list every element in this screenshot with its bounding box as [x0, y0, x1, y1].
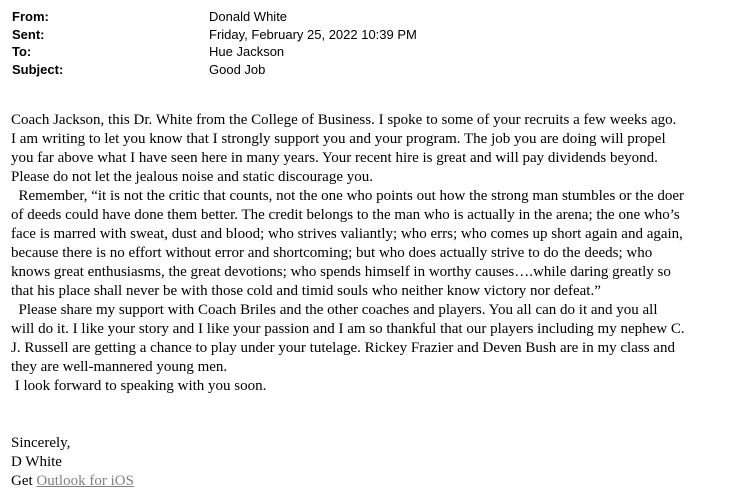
signature-spacer: [11, 396, 746, 434]
body-line: you far above what I have seen here in many years. Your recent hire is great and will pay dividends beyond.: [11, 150, 658, 166]
sent-row: [12, 26, 417, 44]
subject-label: Subject:: [12, 61, 64, 77]
body-line: Coach Jackson, this Dr. White from the College of Business. I spoke to some of your recruits a few weeks ago.: [11, 112, 677, 128]
signature-closing: Sincerely,: [11, 435, 71, 451]
body-line: knows great enthusiasms, the great devotions; who spends himself in worthy causes….while daring greatly so: [11, 264, 671, 280]
body-line: Please do not let the jealous noise and static discourage you.: [11, 169, 373, 185]
body-line: face is marred with sweat, dust and blood; who strives valiantly; who errs; who comes up short again and again,: [11, 226, 683, 242]
body-line: Please share my support with Coach Briles and the other coaches and players. You all can do it and you all: [11, 302, 658, 318]
body-line: of deeds could have done them better. The credit belongs to the man who is actually in the arena; the one who’s: [11, 207, 680, 223]
sent-value: Friday, February 25, 2022 10:39 PM: [209, 26, 417, 42]
body-line: they are well-mannered young men.: [11, 359, 228, 375]
body-line: Remember, “it is not the critic that counts, not the one who points out how the strong man stumbles or the doer: [11, 188, 685, 204]
from-row: [12, 8, 417, 26]
body-line: J. Russell are getting a chance to play under your tutelage. Rickey Frazier and Deven Bush are in my class and: [11, 340, 675, 356]
signature-get-text: Get: [11, 473, 37, 489]
from-value: Donald White: [209, 9, 288, 24]
to-value: Hue Jackson: [209, 44, 285, 59]
subject-row: [12, 61, 417, 79]
body-line: because there is no effort without error and shortcoming; but who does actually strive to do the deeds; who: [11, 245, 653, 261]
body-line: I am writing to let you know that I strongly support you and your program. The job you are doing will propel: [11, 131, 666, 147]
to-label: To:: [12, 44, 32, 59]
email-header: [12, 8, 417, 78]
signature-app-line: [11, 472, 746, 491]
outlook-ios-link[interactable]: Outlook for iOS: [36, 473, 134, 489]
from-label: From:: [12, 9, 49, 24]
subject-value: Good Job: [209, 61, 266, 77]
body-line: will do it. I like your story and I like your passion and I am so thankful that our players including my nephew C.: [11, 321, 685, 337]
body-line: I look forward to speaking with you soon.: [11, 378, 267, 394]
to-row: [12, 43, 417, 61]
sent-label: Sent:: [12, 26, 45, 42]
body-line: that his place shall never be with those cold and timid souls who neither know victory nor defeat.”: [11, 283, 601, 299]
signature-name: D White: [11, 454, 62, 470]
email-body: [11, 111, 746, 491]
